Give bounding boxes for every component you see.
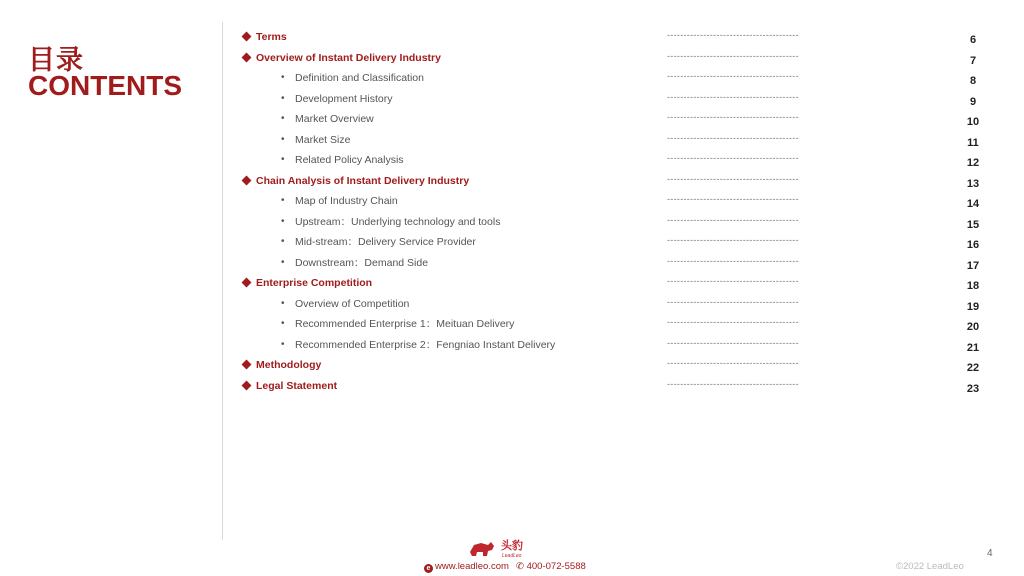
toc-entry-label: Development History bbox=[295, 92, 393, 105]
copyright: ©2022 LeadLeo bbox=[896, 561, 964, 572]
phone-icon: ✆ bbox=[516, 561, 527, 572]
diamond-bullet-icon bbox=[242, 175, 252, 185]
toc-entry-label: Recommended Enterprise 2：Fengniao Instant Delivery bbox=[295, 338, 556, 351]
toc-entry[interactable] bbox=[0, 297, 1024, 317]
diamond-bullet-icon bbox=[242, 52, 252, 62]
toc-entry[interactable] bbox=[0, 174, 1024, 194]
toc-page-number: 6 bbox=[969, 34, 977, 46]
toc-page-number: 18 bbox=[966, 280, 980, 292]
toc-entry-label: Market Size bbox=[295, 133, 351, 146]
diamond-bullet-icon bbox=[242, 360, 252, 370]
phone-contact bbox=[516, 561, 586, 572]
toc-entry[interactable] bbox=[0, 194, 1024, 214]
diamond-bullet-icon bbox=[242, 380, 252, 390]
toc-entry[interactable] bbox=[0, 379, 1024, 399]
dot-bullet-icon: • bbox=[281, 297, 285, 309]
toc-entry-label: Mid-stream：Delivery Service Provider bbox=[295, 236, 476, 248]
toc-page-number: 13 bbox=[966, 177, 980, 190]
title-english: CONTENTS bbox=[28, 70, 182, 101]
toc-leader: ---------------------------------------- bbox=[667, 173, 799, 184]
toc-entry-label: Market Overview bbox=[295, 113, 374, 125]
toc-leader: ---------------------------------------- bbox=[667, 91, 799, 102]
toc-leader: ---------------------------------------- bbox=[667, 378, 799, 389]
toc-page-number: 23 bbox=[966, 382, 980, 395]
web-icon: e bbox=[424, 564, 433, 573]
toc-leader: ---------------------------------------- bbox=[667, 235, 799, 245]
toc-entry[interactable] bbox=[0, 235, 1024, 255]
logo-en-text: LeadLeo bbox=[502, 553, 522, 559]
toc-entry-label: Enterprise Competition bbox=[256, 277, 373, 289]
toc-entry-label: Terms bbox=[256, 31, 287, 43]
toc-leader: ---------------------------------------- bbox=[667, 358, 799, 368]
toc-entry-label: Overview of Instant Delivery Industry bbox=[256, 51, 441, 64]
toc-page-number: 9 bbox=[969, 95, 977, 108]
toc-leader: ---------------------------------------- bbox=[667, 214, 799, 225]
dot-bullet-icon: • bbox=[281, 318, 285, 329]
toc-page-number: 21 bbox=[966, 341, 980, 354]
toc-leader: ---------------------------------------- bbox=[667, 112, 799, 122]
dot-bullet-icon: • bbox=[281, 154, 285, 165]
toc-page-number: 8 bbox=[969, 75, 977, 87]
toc-page-number: 14 bbox=[966, 198, 980, 210]
toc-entry[interactable] bbox=[0, 51, 1024, 71]
toc-entry[interactable] bbox=[0, 338, 1024, 358]
toc-page-number: 7 bbox=[969, 54, 977, 67]
toc-leader: ---------------------------------------- bbox=[667, 276, 799, 286]
toc-entry[interactable] bbox=[0, 30, 1024, 50]
toc-entry-label: Recommended Enterprise 1：Meituan Delivery bbox=[295, 318, 515, 330]
toc-page-number: 20 bbox=[966, 321, 980, 333]
toc-page-number: 12 bbox=[966, 157, 980, 169]
dot-bullet-icon: • bbox=[281, 72, 285, 83]
toc-entry[interactable] bbox=[0, 256, 1024, 276]
dot-bullet-icon: • bbox=[281, 113, 285, 124]
toc-page-number: 17 bbox=[966, 259, 980, 272]
toc-page-number: 15 bbox=[966, 218, 980, 231]
dot-bullet-icon: • bbox=[281, 195, 285, 206]
toc-page-number: 22 bbox=[966, 362, 980, 374]
page-number: 4 bbox=[987, 548, 993, 559]
toc-leader: ---------------------------------------- bbox=[667, 132, 799, 143]
dot-bullet-icon: • bbox=[281, 133, 285, 145]
leadleo-logo bbox=[468, 537, 532, 559]
toc-page-number: 11 bbox=[967, 136, 979, 149]
toc-leader: ---------------------------------------- bbox=[667, 317, 799, 327]
toc-entry-label: Overview of Competition bbox=[295, 297, 410, 310]
toc-entry[interactable] bbox=[0, 215, 1024, 235]
toc-leader: ---------------------------------------- bbox=[667, 153, 799, 163]
toc-entry-label: Chain Analysis of Instant Delivery Industry bbox=[256, 174, 470, 187]
toc-entry[interactable] bbox=[0, 153, 1024, 173]
dot-bullet-icon: • bbox=[281, 256, 285, 268]
toc-page-number: 16 bbox=[966, 239, 980, 251]
dot-bullet-icon: • bbox=[281, 215, 285, 227]
toc-entry-label: Definition and Classification bbox=[295, 72, 424, 84]
logo-cn-text: 头豹 bbox=[501, 539, 523, 552]
toc-page-number: 10 bbox=[966, 116, 980, 128]
toc-leader: ---------------------------------------- bbox=[667, 337, 799, 348]
toc-page-number: 19 bbox=[966, 300, 980, 313]
toc-leader: ---------------------------------------- bbox=[667, 30, 799, 40]
dot-bullet-icon: • bbox=[281, 338, 285, 350]
toc-entry-label: Map of Industry Chain bbox=[295, 195, 398, 207]
toc-entry-label: Methodology bbox=[256, 359, 322, 371]
website-text: www.leadleo.com bbox=[435, 561, 509, 572]
toc-entry[interactable] bbox=[0, 317, 1024, 337]
toc-leader: ---------------------------------------- bbox=[667, 50, 799, 61]
toc-entry[interactable] bbox=[0, 112, 1024, 132]
diamond-bullet-icon bbox=[242, 32, 252, 42]
toc-entry-label: Related Policy Analysis bbox=[295, 154, 404, 166]
toc-entry[interactable] bbox=[0, 276, 1024, 296]
dot-bullet-icon: • bbox=[281, 92, 285, 104]
phone-text: 400-072-5588 bbox=[526, 561, 586, 572]
dot-bullet-icon: • bbox=[281, 236, 285, 247]
toc-entry[interactable] bbox=[0, 358, 1024, 378]
toc-entry-label: Legal Statement bbox=[256, 379, 338, 392]
toc-leader: ---------------------------------------- bbox=[667, 194, 799, 204]
toc-leader: ---------------------------------------- bbox=[667, 255, 799, 266]
toc-entry[interactable] bbox=[0, 92, 1024, 112]
leopard-icon bbox=[470, 542, 494, 556]
toc-leader: ---------------------------------------- bbox=[667, 296, 799, 307]
toc-leader: ---------------------------------------- bbox=[667, 71, 799, 81]
title-chinese: 目录 bbox=[28, 45, 84, 76]
toc-entry[interactable] bbox=[0, 71, 1024, 91]
toc-entry-label: Upstream：Underlying technology and tools bbox=[295, 215, 501, 228]
toc-entry-label: Downstream：Demand Side bbox=[295, 256, 429, 269]
website-link[interactable] bbox=[424, 561, 509, 573]
toc-entry[interactable] bbox=[0, 133, 1024, 153]
diamond-bullet-icon bbox=[242, 278, 252, 288]
